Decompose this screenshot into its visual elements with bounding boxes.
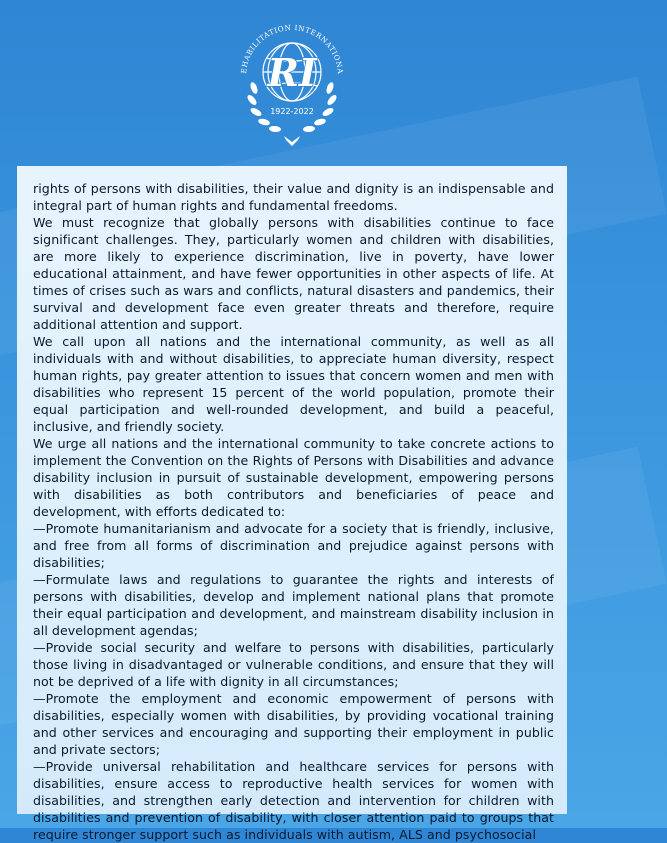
list-item-employment: —Promote the employment and economic empowerment of persons with disabilities, especially women with disabilities, by providing vocational training and other services and encouraging and supporting their employment in public and private sectors; (33, 691, 554, 757)
logo-emblem (232, 14, 352, 154)
list-item-rehabilitation-healthcare: —Provide universal rehabilitation and healthcare services for persons with disabilities, ensure access to reproductive health services for women with disabilities, and strengthen early detection and intervention for children with disabilities and prevention of disability, with closer attention paid to groups that require stronger support such as individuals with autism, ALS and psychosocial (33, 759, 554, 842)
logo-monogram: RI (267, 50, 317, 95)
list-item-social-security: —Provide social security and welfare to persons with disabilities, particularly those living in disadvantaged or vulnerable conditions, and ensure that they will not be deprived of a life with dignity in all circumstances; (33, 640, 554, 689)
paragraph-challenges: We must recognize that globally persons with disabilities continue to face significant challenges. They, particularly women and children with disabilities, are more likely to experience discrimination, live in poverty, have lower educational attainment, and have fewer opportunities in other aspects of life. At times of crises such as wars and conflicts, natural disasters and pandemics, their survival and development face even greater threats and therefore, require additional attention and support. (33, 215, 554, 332)
rehabilitation-international-logo (232, 14, 352, 154)
paragraph-urge-nations: We urge all nations and the international community to take concrete actions to implement the Convention on the Rights of Persons with Disabilities and advance disability inclusion in pursuit of sustainable development, empowering persons with disabilities as both contributors and beneficiaries of peace and development, with efforts dedicated to: (33, 436, 554, 519)
logo-arc-textpath: EHABILITATION INTERNATIONA (239, 22, 346, 75)
list-item-formulate-laws: —Formulate laws and regulations to guarantee the rights and interests of persons with disabilities, develop and implement national plans that promote their equal participation and development, and mainstream disability inclusion in all development agendas; (33, 572, 554, 638)
list-item-promote-humanitarianism: —Promote humanitarianism and advocate for a society that is friendly, inclusive, and free from all forms of discrimination and prejudice against persons with disabilities; (33, 521, 554, 570)
paragraph-call-upon-nations: We call upon all nations and the international community, as well as all individuals with and without disabilities, to appreciate human diversity, respect human rights, pay greater attention to issues that concern women and men with disabilities who represent 15 percent of the world population, promote their equal participation and well-rounded development, and build a peaceful, inclusive, and friendly society. (33, 334, 554, 434)
paragraph-rights-dignity: rights of persons with disabilities, their value and dignity is an indispensable and integral part of human rights and fundamental freedoms. (33, 181, 554, 213)
document-text-panel (17, 166, 567, 842)
logo-years: 1922-2022 (270, 107, 314, 116)
